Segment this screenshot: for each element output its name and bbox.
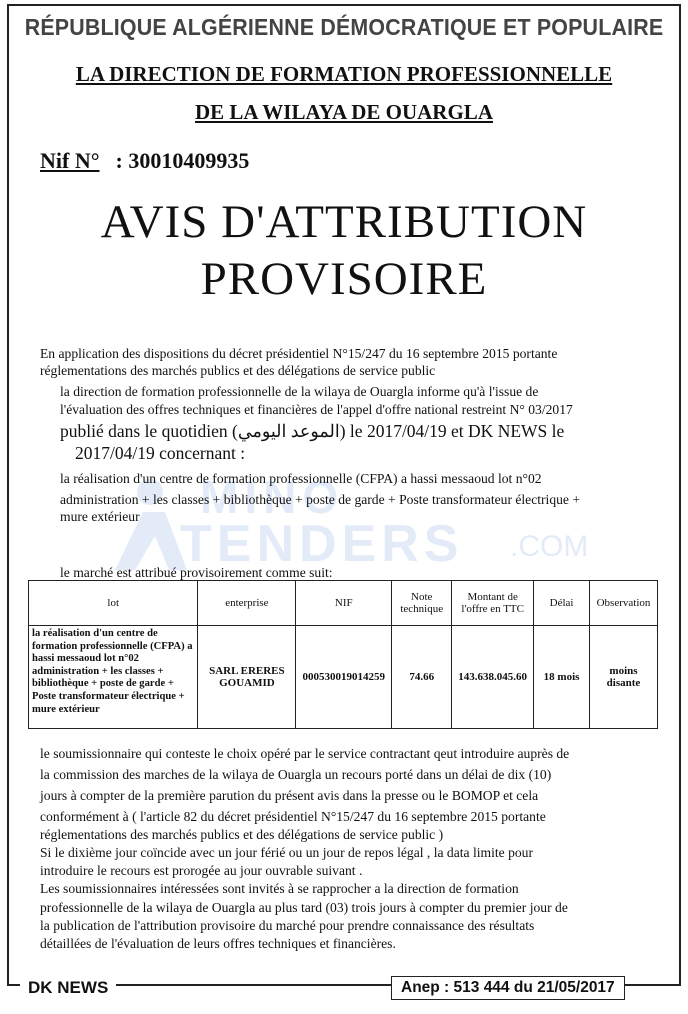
header-note: Note technique [392,581,452,626]
body-line-4: conformément à ( l'article 82 du décret présidentiel N°15/247 du 16 septembre 2015 portante [40,809,546,824]
direction-heading-line1: LA DIRECTION DE FORMATION PROFESSIONNELLE [75,62,613,86]
body-line-1: le soumissionnaire qui conteste le choix opéré par le service contractant qeut introduire auprès de [40,746,570,761]
header-enterprise: enterprise [198,581,296,626]
body-line-3: jours à compter de la première parution du présent avis dans la presse ou le BOMOP et cela [40,788,539,803]
anep-reference: Anep : 513 444 du 21/05/2017 [391,976,625,1000]
body-line-2: la commission des marches de la wilaya de Ouargla un recours porté dans un délai de dix (10) [40,767,552,782]
intro-line-2: réglementations des marchés publics et des délégations de service public [40,363,436,378]
cell-enterprise: SARL ERERES GOUAMID [198,626,296,729]
cell-lot: la réalisation d'un centre de formation professionnelle (CFPA) a hassi messaoud lot n°02 administration + les classes + bibliothèque + poste de garde + Poste transformateur électrique + mure extérieur [29,626,198,729]
nif-value: : 30010409935 [115,148,250,173]
cell-delai: 18 mois [534,626,590,729]
intro-line-6: 2017/04/19 concernant : [75,443,246,463]
body-line-7: introduire le recours est prorogée au jour ouvrable suivant . [40,863,363,878]
footer [0,976,688,1006]
watermark-text-2: TENDERS [180,515,464,573]
intro-line-10: le marché est attribué provisoirement comme suit: [60,565,333,580]
body-line-8: Les soumissionnaires intéressées sont invités à se rapprocher a la direction de formation [40,881,519,896]
watermark-text-1: MINO [200,471,345,523]
table-row [29,626,658,729]
body-line-10: la publication de l'attribution provisoire du marché pour prendre connaissance des résultats [40,918,535,933]
body-line-11: détaillées de l'évaluation de leurs offres techniques et financières. [40,936,396,951]
nif-line [40,148,249,174]
intro-line-8: administration + les classes + bibliothèque + poste de garde + Poste transformateur électrique + [60,492,581,507]
intro-line-7: la réalisation d'un centre de formation professionnelle (CFPA) a hassi messaoud lot n°02 [60,471,542,486]
direction-heading-line2: DE LA WILAYA DE OUARGLA [195,100,493,124]
intro-line-1: En application des dispositions du décret présidentiel N°15/247 du 16 septembre 2015 portante [40,346,558,361]
intro-line-3: la direction de formation professionnelle de la wilaya de Ouargla informe qu'à l'issue de [60,384,539,399]
attribution-table [28,580,658,729]
header-lot: lot [29,581,198,626]
source-label: DK NEWS [20,976,116,1000]
body-line-5: réglementations des marchés publics et des délégations de service public ) [40,827,444,842]
title-line1: AVIS D'ATTRIBUTION [100,196,588,248]
nif-label: Nif N° [40,148,100,173]
intro-line-5: publié dans le quotidien (الموعد اليومي) le 2017/04/19 et DK NEWS le [60,421,565,441]
body-line-9: professionnelle de la wilaya de Ouargla au plus tard (03) trois jours à compter du premier jour de [40,900,568,915]
header-montant: Montant de l'offre en TTC [452,581,534,626]
body-line-6: Si le dixième jour coïncide avec un jour férié ou un jour de repos légal , la data limite pour [40,845,533,860]
header-nif: NIF [296,581,392,626]
intro-line-4: l'évaluation des offres techniques et financières de l'appel d'offre national restreint N° 03/2017 [60,402,573,417]
table-header-row [29,581,658,626]
header-observation: Observation [589,581,657,626]
intro-line-9: mure extérieur [60,509,140,524]
cell-montant: 143.638.045.60 [452,626,534,729]
watermark-text-3: .COM [510,530,589,563]
cell-note: 74.66 [392,626,452,729]
republic-heading: RÉPUBLIQUE ALGÉRIENNE DÉMOCRATIQUE ET POPULAIRE [24,14,664,40]
title-line2: PROVISOIRE [200,253,488,305]
cell-nif: 000530019014259 [296,626,392,729]
cell-observation: moins disante [589,626,657,729]
header-delai: Délai [534,581,590,626]
